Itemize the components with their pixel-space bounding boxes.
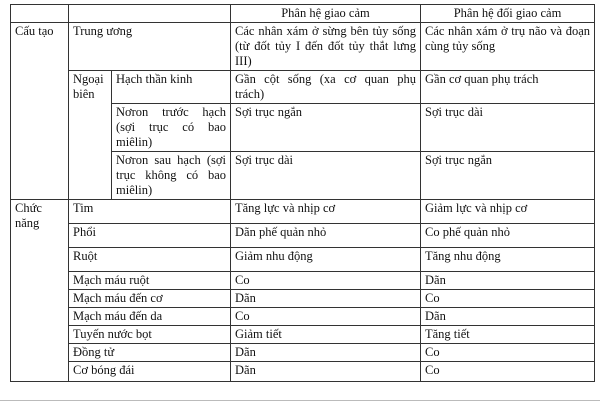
preganglionic-sympathetic: Sợi trục ngắn: [231, 104, 421, 152]
function-label: Chức năng: [11, 200, 69, 382]
function-row: [11, 248, 595, 272]
function-sympathetic: Dãn: [231, 290, 421, 308]
header-parasympathetic: Phân hệ đối giao cảm: [421, 5, 595, 23]
header-sympathetic: Phân hệ giao cảm: [231, 5, 421, 23]
function-parasympathetic: Co: [421, 362, 595, 382]
organ-cell: Mạch máu ruột: [69, 272, 231, 290]
preganglionic-parasympathetic: Sợi trục dài: [421, 104, 595, 152]
postganglionic-parasympathetic: Sợi trục ngắn: [421, 152, 595, 200]
function-parasympathetic: Tăng tiết: [421, 326, 595, 344]
function-sympathetic: Tăng lực và nhịp cơ: [231, 200, 421, 224]
function-row: [11, 290, 595, 308]
function-sympathetic: Dãn: [231, 344, 421, 362]
ganglion-row: [11, 71, 595, 104]
page-bottom-divider: [0, 400, 600, 401]
central-sympathetic: Các nhân xám ở sừng bên tủy sống (từ đốt tủy I đến đốt tủy thắt lưng III): [231, 23, 421, 71]
preganglionic-label: Nơron trước hạch (sợi trục có bao miêlin): [112, 104, 231, 152]
central-row: [11, 23, 595, 71]
function-sympathetic: Co: [231, 272, 421, 290]
organ-cell: Mạch máu đến cơ: [69, 290, 231, 308]
function-sympathetic: Giảm tiết: [231, 326, 421, 344]
organ-cell: Cơ bóng đái: [69, 362, 231, 382]
function-parasympathetic: Dãn: [421, 308, 595, 326]
function-row: [11, 362, 595, 382]
function-row: [11, 272, 595, 290]
organ-cell: Tuyến nước bọt: [69, 326, 231, 344]
function-row: [11, 308, 595, 326]
ganglion-sympathetic: Gần cột sống (xa cơ quan phụ trách): [231, 71, 421, 104]
organ-cell: Tim: [69, 200, 231, 224]
function-parasympathetic: Co: [421, 290, 595, 308]
organ-cell: Mạch máu đến da: [69, 308, 231, 326]
autonomic-nervous-system-table: [10, 4, 595, 382]
ganglion-label: Hạch thần kinh: [112, 71, 231, 104]
function-parasympathetic: Dãn: [421, 272, 595, 290]
postganglionic-label: Nơron sau hạch (sợi trục không có bao miêlin): [112, 152, 231, 200]
header-empty-cell: [69, 5, 231, 23]
organ-cell: Đồng tử: [69, 344, 231, 362]
function-row: [11, 344, 595, 362]
central-label: Trung ương: [69, 23, 231, 71]
header-empty-cell: [11, 5, 69, 23]
organ-cell: Phổi: [69, 224, 231, 248]
ganglion-parasympathetic: Gần cơ quan phụ trách: [421, 71, 595, 104]
function-sympathetic: Co: [231, 308, 421, 326]
function-parasympathetic: Co phế quản nhỏ: [421, 224, 595, 248]
function-parasympathetic: Co: [421, 344, 595, 362]
function-row: [11, 224, 595, 248]
function-sympathetic: Dãn phế quản nhỏ: [231, 224, 421, 248]
function-parasympathetic: Giảm lực và nhịp cơ: [421, 200, 595, 224]
comparison-table-container: [10, 4, 594, 382]
peripheral-label: Ngoại biên: [69, 71, 112, 200]
header-row: [11, 5, 595, 23]
function-sympathetic: Giảm nhu động: [231, 248, 421, 272]
function-row: [11, 200, 595, 224]
structure-label: Cấu tạo: [11, 23, 69, 200]
function-row: [11, 326, 595, 344]
function-parasympathetic: Tăng nhu động: [421, 248, 595, 272]
function-sympathetic: Dãn: [231, 362, 421, 382]
organ-cell: Ruột: [69, 248, 231, 272]
postganglionic-sympathetic: Sợi trục dài: [231, 152, 421, 200]
central-parasympathetic: Các nhân xám ở trụ não và đoạn cùng tủy sống: [421, 23, 595, 71]
